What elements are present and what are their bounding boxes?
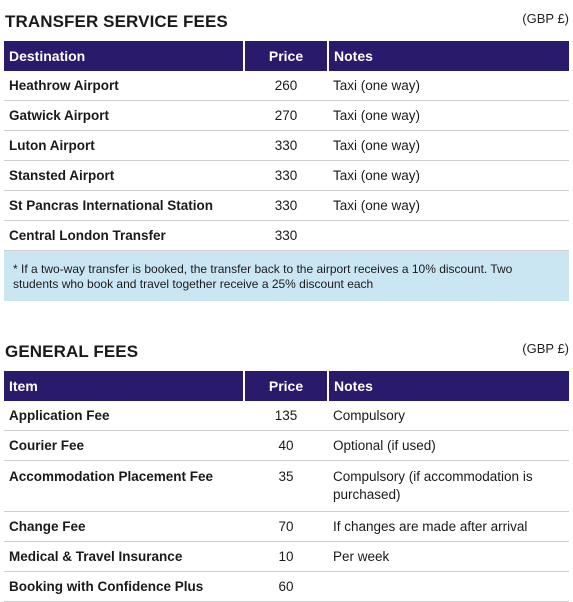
table-header-row	[4, 41, 569, 71]
row-name: Change Fee	[4, 512, 244, 542]
row-notes	[328, 221, 569, 251]
row-name: Gatwick Airport	[4, 101, 244, 131]
table-header-row	[4, 371, 569, 401]
row-notes: Per week	[328, 542, 569, 572]
transfer-fees-table	[4, 41, 569, 251]
column-header-notes: Notes	[328, 41, 569, 71]
general-fees-section	[4, 330, 569, 602]
table-row	[4, 71, 569, 101]
row-price: 330	[244, 161, 328, 191]
table-row	[4, 461, 569, 512]
column-header-item: Item	[4, 371, 244, 401]
row-notes: Compulsory (if accommodation is purchased)	[328, 461, 569, 512]
column-header-price: Price	[244, 41, 328, 71]
row-notes	[328, 572, 569, 602]
transfer-fees-section	[4, 0, 569, 301]
general-fees-header	[4, 330, 569, 371]
table-row	[4, 101, 569, 131]
table-row	[4, 431, 569, 461]
column-header-price: Price	[244, 371, 328, 401]
transfer-table-body	[4, 71, 569, 251]
row-name: Central London Transfer	[4, 221, 244, 251]
row-name: Accommodation Placement Fee	[4, 461, 244, 512]
row-notes: Taxi (one way)	[328, 101, 569, 131]
row-price: 70	[244, 512, 328, 542]
row-name: Medical & Travel Insurance	[4, 542, 244, 572]
general-fees-title: GENERAL FEES	[5, 342, 139, 361]
row-name: Application Fee	[4, 401, 244, 431]
row-price: 330	[244, 131, 328, 161]
general-table-body	[4, 401, 569, 602]
transfer-fees-title: TRANSFER SERVICE FEES	[5, 12, 228, 31]
row-price: 260	[244, 71, 328, 101]
row-name: Heathrow Airport	[4, 71, 244, 101]
row-notes: Compulsory	[328, 401, 569, 431]
general-fees-table	[4, 371, 569, 602]
general-currency-label: (GBP £)	[522, 341, 569, 356]
row-notes: Taxi (one way)	[328, 71, 569, 101]
row-name: Booking with Confidence Plus	[4, 572, 244, 602]
row-price: 330	[244, 221, 328, 251]
table-row	[4, 512, 569, 542]
column-header-destination: Destination	[4, 41, 244, 71]
row-price: 40	[244, 431, 328, 461]
row-price: 10	[244, 542, 328, 572]
row-name: Courier Fee	[4, 431, 244, 461]
row-price: 35	[244, 461, 328, 512]
table-row	[4, 401, 569, 431]
row-notes: Taxi (one way)	[328, 191, 569, 221]
row-price: 330	[244, 191, 328, 221]
column-header-notes: Notes	[328, 371, 569, 401]
row-notes: Taxi (one way)	[328, 131, 569, 161]
row-notes: Optional (if used)	[328, 431, 569, 461]
table-row	[4, 161, 569, 191]
table-row	[4, 572, 569, 602]
row-name: St Pancras International Station	[4, 191, 244, 221]
transfer-fees-header	[4, 0, 569, 41]
table-row	[4, 191, 569, 221]
table-row	[4, 542, 569, 572]
row-price: 270	[244, 101, 328, 131]
row-price: 60	[244, 572, 328, 602]
row-name: Luton Airport	[4, 131, 244, 161]
row-price: 135	[244, 401, 328, 431]
transfer-footnote: * If a two-way transfer is booked, the transfer back to the airport receives a 10% discount. Two students who book and travel together receive a 25% discount each	[4, 251, 569, 301]
transfer-currency-label: (GBP £)	[522, 11, 569, 26]
row-notes: Taxi (one way)	[328, 161, 569, 191]
row-notes: If changes are made after arrival	[328, 512, 569, 542]
table-row	[4, 221, 569, 251]
table-row	[4, 131, 569, 161]
row-name: Stansted Airport	[4, 161, 244, 191]
